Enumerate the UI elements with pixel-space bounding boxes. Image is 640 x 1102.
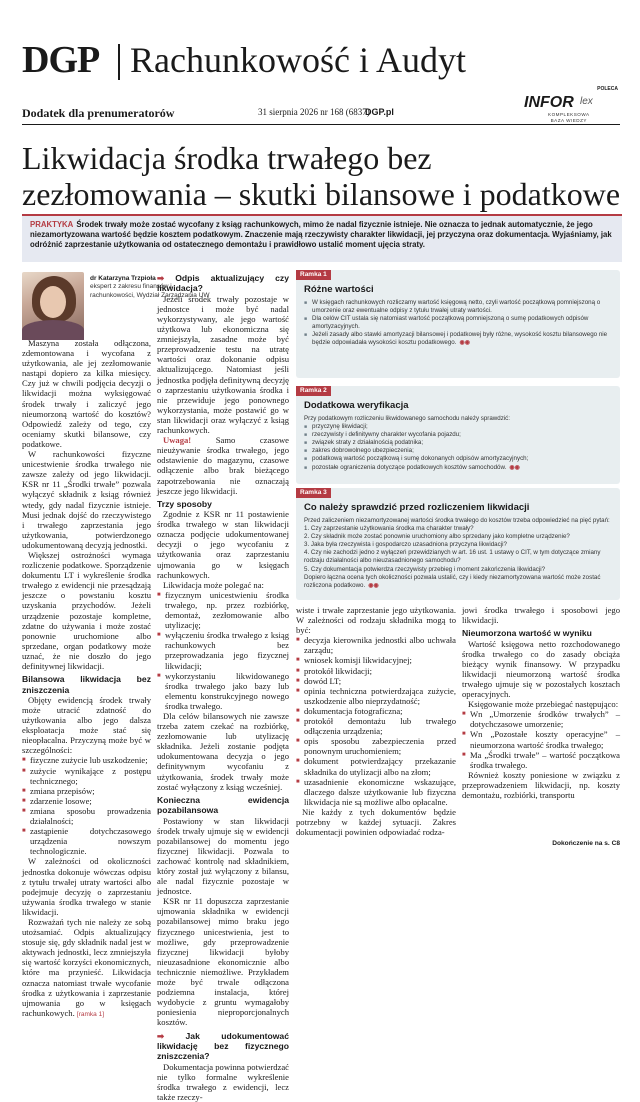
- list-item: ■ dowód LT;: [296, 676, 456, 686]
- frame-reference: [ramka 1]: [76, 1010, 104, 1018]
- section-heading: ➡ Odpis aktualizujący czy likwidacja?: [157, 273, 289, 294]
- masthead: [22, 38, 622, 88]
- list-item: ■ wykorzystaniu likwidowanego środka trwałego jako bazy lub elementu konstrukcyjnego nowego środka trwałego.: [157, 671, 289, 711]
- supplement-label: Dodatek dla prenumeratorów: [22, 106, 175, 120]
- section-title: Rachunkowość i Audyt: [130, 40, 466, 80]
- method-list: [157, 590, 289, 711]
- frame-tag: Ramka 3: [296, 488, 331, 498]
- frame-outro: Dopiero łączna ocena tych okoliczności pozwala ustalić, czy i kiedy niezamortyzowana wartość może zostać rozliczona podatkowo. ◉◉: [304, 573, 601, 589]
- column-1: [22, 338, 151, 1020]
- list-item: ■ dokument potwierdzający przekazanie składnika do utylizacji albo na złom;: [296, 756, 456, 776]
- paragraph: W zależności od okoliczności jednostka dokonuje wówczas odpisu z tytułu trwałej utraty wartości albo podejmuje decyzję o zaprzestaniu używania środka trwałego w stanie likwidacji.: [22, 856, 151, 917]
- frame-title: Dodatkowa weryfikacja: [304, 400, 409, 411]
- paragraph: Uwaga! Samo czasowe nieużywanie środka trwałego, jego odstawienie do magazynu, czasowe odłączenie albo brak bieżącego zapotrzebowania nie oznaczają jeszcze jego likwidacji.: [157, 435, 289, 496]
- column-2: [157, 270, 289, 1102]
- list-item: ■ zmiana przepisów;: [22, 786, 151, 796]
- list-item: ■ uzasadnienie ekonomiczne wskazujące, dlaczego dalsze użytkowanie lub fizyczna likwidacja nie są możliwe albo opłacalne.: [296, 777, 456, 807]
- list-item: ■ Dla celów CIT ustala się natomiast wartość początkową pomniejszoną o sumę podatkowych odpisów amortyzacyjnych.: [304, 315, 612, 331]
- attention-label: Uwaga!: [163, 435, 192, 446]
- end-mark-icon: ◉◉: [509, 464, 520, 471]
- paragraph: Rozważań tych nie należy ze sobą utożsamiać. Odpis aktualizujący stosuje się, gdy składnik nadal jest w aktywach jednostki, lecz zmniejszyła się wartość korzyści ekonomicznych, które ma przynieść. Likwidacja oznacza natomiast trwałe wycofanie środka z użytkowania i zaprzestanie ujmowania go w księgach rachunkowych. [ramka 1]: [22, 916, 151, 1018]
- document-list: [296, 635, 456, 807]
- list-item: ■ Ma „Środki trwałe” – wartość początkowa środka trwałego.: [462, 750, 620, 770]
- section-heading: Bilansowa likwidacja bez zniszczenia: [22, 674, 151, 695]
- list-item: ■ podatkową wartość początkową i sumę dokonanych odpisów amortyzacyjnych;: [304, 455, 612, 463]
- frame-list: [296, 299, 620, 348]
- frame-intro: Przed zaliczeniem niezamortyzowanej wartości środka trwałego do kosztów trzeba odpowiedzieć na pięć pytań:: [304, 517, 610, 524]
- list-item: ■ fizyczne zużycie lub uszkodzenie;: [22, 755, 151, 765]
- paragraph: KSR nr 11 dopuszcza zaprzestanie ujmowania składnika w ewidencji pozabilansowej mimo braku jego fizycznego unicestwienia, jest to możliwe, gdy przeprowadzenie fizycznej likwidacji byłoby nieuzasadnione ekonomicznie albo technicznie niemożliwe. Przykładem może być trwale odłączona podziemna instalacja, której wydobycie z gruntu wymagałoby poniesienia nieproporcjonalnych kosztów.: [157, 896, 289, 1028]
- list-item: ■ wniosek komisji likwidacyjnej;: [296, 655, 456, 665]
- paragraph: wiste i trwałe zaprzestanie jego użytkowania. W zależności od rodzaju składnika mogą to być:: [296, 605, 456, 636]
- frame-tag: Ramka 2: [296, 386, 331, 396]
- list-item: ■ przyczynę likwidacji;: [304, 423, 612, 431]
- masthead-divider: [118, 44, 120, 80]
- paragraph: Księgowanie może przebiegać następująco:: [468, 699, 619, 710]
- paragraph: Maszyna została odłączona, zdemontowana i wycofana z użytkowania, ale jej zezłomowanie nastąpi dopiero za kilka miesięcy. Czy już w chwili podjęcia decyzji o likwidacji można wyksięgować środek trwały i zaliczyć jego nieumorzoną wartość do kosztów? Odpowiedź zależy od tego, czy oceniamy skutki bilansowe, czy podatkowe.: [22, 338, 151, 449]
- paragraph: Większej ostrożności wymaga rozliczenie podatkowe. Sporządzenie dokumentu LT i wykreślenie środka trwałego z ewidencji nie przesądzają jeszcze o powstaniu kosztu uzyskania przychodów. Jeżeli urządzenie pozostaje kompletne, zdatne do używania i może zostać ponownie uruchomione albo sprzedane, organ podatkowy może uznać, że nie doszło do jego definitywnej likwidacji.: [22, 549, 151, 671]
- list-item: ■ zużycie wynikające z postępu technicznego;: [22, 766, 151, 786]
- list-item: ■ wyłączeniu środka trwałego z ksiąg rachunkowych bez przeprowadzania jego fizycznej likwidacji;: [157, 630, 289, 670]
- logo-lex: lex: [580, 96, 593, 107]
- paragraph: Również koszty poniesione w związku z przeprowadzeniem likwidacji, np. koszty demontażu, rozbiórki, transportu: [462, 769, 620, 800]
- list-item: ■ zmiana sposobu prowadzenia działalności;: [22, 806, 151, 826]
- question-item: 4. Czy nie zachodzi jedno z wyłączeń przewidzianych w art. 16 ust. 1 ustawy o CIT, w tym dotyczące zmiany rodzaju działalności albo nieuzasadnionego samochodu?: [304, 549, 601, 565]
- site-link[interactable]: DGP.pl: [365, 107, 394, 117]
- lead-text: Środek trwały może zostać wycofany z ksiąg rachunkowych, mimo że nadal fizycznie istnieje. Nie oznacza to jednak automatycznie, że jego niezamortyzowana wartość będzie kosztem podatkowym. Znaczenie mają rzeczywisty charakter likwidacji, jej przyczyna oraz dokumentacja. Wyjaśniamy, jak odróżnić zaprzestanie użytkowania od ostatecznego demontażu i prawidłowo ustalić moment ujęcia straty.: [30, 220, 612, 249]
- subheader-bar: [22, 106, 620, 122]
- list-item: ■ opinia techniczna potwierdzająca zużycie, uszkodzenie albo nieprzydatność;: [296, 686, 456, 706]
- author-name: dr Katarzyna Trzpioła: [90, 275, 156, 282]
- list-item: ■ W księgach rachunkowych rozliczamy wartość księgową netto, czyli wartość początkową pomniejszoną o umorzenie oraz ewentualne odpisy z tytułu trwałej utraty wartości.: [304, 299, 612, 315]
- lead-box: [22, 214, 622, 262]
- paragraph: Objęty ewidencją środek trwały może utracić zdatność do użytkowania albo jego dalsza eksploatacja może stać się nieopłacalna. Przyczyną może być w szczególności:: [22, 694, 151, 756]
- question-item: 3. Jaka była rzeczywista i gospodarczo uzasadniona przyczyna likwidacji?: [304, 541, 507, 549]
- paragraph: Dokumentacja powinna potwierdzać nie tylko formalne wykreślenie środka trwałego z ewidencji, lecz także rzeczy-: [157, 1061, 289, 1102]
- frame-2: [296, 386, 620, 484]
- list-item: ■ zdarzenie losowe;: [22, 796, 151, 806]
- paragraph: Likwidacja może polegać na:: [163, 579, 264, 590]
- list-item: ■ opis sposobu zabezpieczenia przed ponownym uruchomieniem;: [296, 736, 456, 756]
- author-bio: ekspert z zakresu finansów i rachunkowości, Wydział Zarządzania UW: [90, 283, 210, 299]
- paragraph: jowi środka trwałego i sposobowi jego likwidacji.: [462, 605, 620, 626]
- paragraph: W rachunkowości fizyczne unicestwienie środka trwałego nie zawsze zależy od jego likwidacji. KSR nr 11 „Środki trwałe” pozwala wyłączyć składnik z ksiąg również wtedy, gdy nadal fizycznie istnieje. Musi jednak dojść do rzeczywistego i trwałego zaprzestania jego użytkowania, potwierdzonego udokumentowaną decyzją jednostki.: [22, 449, 151, 550]
- article-headline: Likwidacja środka trwałego bez zezłomowania – skutki bilansowe i podatkowe: [22, 140, 621, 212]
- list-item: ■ Jeżeli zasady albo stawki amortyzacji bilansowej i podatkowej były różne, wysokość kosztu bilansowego nie będzie odpowiadała wysokości kosztu podatkowego. ◉◉: [304, 331, 612, 347]
- paragraph: Zgodnie z KSR nr 11 postawienie środka trwałego w stan likwidacji oznacza podjęcie udokumentowanej decyzji o jego wycofaniu z użytkowania oraz zaprzestaniu ujmowania go w księgach rachunkowych.: [157, 509, 289, 580]
- frame-questions: [296, 525, 620, 590]
- frame-intro: Przy podatkowym rozliczeniu likwidowanego samochodu należy sprawdzić:: [304, 415, 511, 422]
- end-mark-icon: ◉◉: [368, 582, 379, 589]
- list-item: ■ decyzja kierownika jednostki albo uchwała zarządu;: [296, 635, 456, 655]
- list-item: ■ Wn „Umorzenie środków trwałych” – dotychczasowe umorzenie;: [462, 709, 620, 729]
- list-item: ■ rzeczywisty i definitywny charakter wycofania pojazdu;: [304, 431, 612, 439]
- frame-title: Co należy sprawdzić przed rozliczeniem likwidacji: [304, 502, 530, 513]
- logo-word: INFOR: [524, 94, 574, 111]
- list-item: ■ protokół likwidacji;: [296, 666, 456, 676]
- logo-tagline: KOMPLEKSOWA BAZA WIEDZY: [548, 112, 590, 123]
- section-heading: ➡ Jak udokumentować likwidację bez fizycznego zniszczenia?: [157, 1030, 289, 1062]
- arrow-icon: ➡: [157, 273, 176, 283]
- continued-note: Dokończenie na s. C8: [552, 840, 620, 847]
- section-heading: Trzy sposoby: [157, 498, 212, 509]
- list-item: ■ dokumentacja fotograficzna;: [296, 706, 456, 716]
- question-item: 2. Czy składnik może zostać ponownie uruchomiony albo sprzedany jako kompletne urządzenie?: [304, 533, 570, 541]
- paragraph: Nie każdy z tych dokumentów będzie potrzebny w każdej sytuacji. Zakres dokumentacji powinien odpowiadać rodza-: [296, 806, 456, 838]
- paragraph: Wartość księgowa netto rozchodowanego środka trwałego co do zasady obciąża bieżący wynik finansowy. W przypadku likwidacji nieumorzoną wartość środka trwałego ujmuje się w pozostałych kosztach operacyjnych.: [462, 638, 620, 700]
- column-4: [462, 605, 620, 800]
- frame-list: [296, 423, 620, 472]
- list-item: ■ fizycznym unicestwieniu środka trwałego, np. przez rozbiórkę, demontaż, zezłomowanie albo utylizację;: [157, 590, 289, 630]
- list-item: ■ zakres dobrowolnego ubezpieczenia;: [304, 447, 612, 455]
- end-mark-icon: ◉◉: [459, 340, 470, 347]
- list-item: ■ pozostałe ograniczenia dotyczące podatkowych kosztów samochodów. ◉◉: [304, 464, 612, 472]
- question-item: 1. Czy zaprzestanie użytkowania środka ma charakter trwały?: [304, 525, 474, 533]
- arrow-icon: ➡: [157, 1030, 186, 1041]
- list-item: ■ protokół demontażu lub trwałego odłączenia urządzenia;: [296, 716, 456, 736]
- frame-tag: Ramka 1: [296, 270, 331, 280]
- lead-kicker: PRAKTYKA: [30, 220, 74, 229]
- list-item: ■ Wn „Pozostałe koszty operacyjne” – nieumorzona wartość środka trwałego;: [462, 729, 620, 749]
- list-item: ■ związek straty z działalnością podatnika;: [304, 439, 612, 447]
- list-item: ■ zastąpienie dotychczasowego urządzenia nowszym technologicznie.: [22, 826, 151, 856]
- section-heading: Konieczna ewidencja pozabilansowa: [157, 794, 289, 816]
- cause-list: [22, 755, 151, 856]
- frame-title: Różne wartości: [304, 284, 374, 295]
- entry-list: [462, 709, 620, 770]
- paragraph: Jeżeli środek trwały pozostaje w jednostce i może być nadal wykorzystywany, ale jego wartość użytkowa lub ekonomiczna się zmniejszyła, zasadne może być przeprowadzenie testu na utratę wartości oraz dokonanie odpisu aktualizującego. Natomiast jeśli jednostka podjęła definitywną decyzję o zaprzestaniu użytkowania środka i nie przewiduje jego ponownego wykorzystania, może postawić go w stan likwidacji oraz wyłączyć z ksiąg rachunkowych.: [157, 293, 289, 436]
- question-item: 5. Czy dokumentacja potwierdza rzeczywisty przebieg i moment zakończenia likwidacji?: [304, 565, 546, 573]
- frame-3: [296, 488, 620, 600]
- paragraph: Dla celów bilansowych nie zawsze trzeba zatem czekać na rozbiórkę, zezłomowanie lub utylizację składnika. Jeżeli zostanie podjęta udokumentowana decyzja o jego definitywnym wycofaniu z użytkowania, środek trwały może zostać wyłączony z ksiąg wcześniej.: [157, 710, 289, 792]
- author-photo: [22, 272, 84, 334]
- issue-info: 31 sierpnia 2026 nr 168 (6837): [258, 107, 370, 117]
- column-3: [296, 605, 456, 837]
- brand-logo: DGP: [22, 39, 100, 81]
- frame-1: [296, 270, 620, 378]
- logo-recommend: POLECA: [597, 86, 618, 92]
- header-rule: [22, 124, 620, 125]
- paragraph: Postawiony w stan likwidacji środek trwały ujmuje się w ewidencji pozabilansowej do momentu jego fizycznej likwidacji. Pozwala to zachować kontrolę nad składnikiem, który został już wyłączony z bilansu, ale nadal fizycznie pozostaje w jednostce.: [157, 815, 289, 897]
- section-heading: Nieumorzona wartość w wyniku: [462, 628, 592, 639]
